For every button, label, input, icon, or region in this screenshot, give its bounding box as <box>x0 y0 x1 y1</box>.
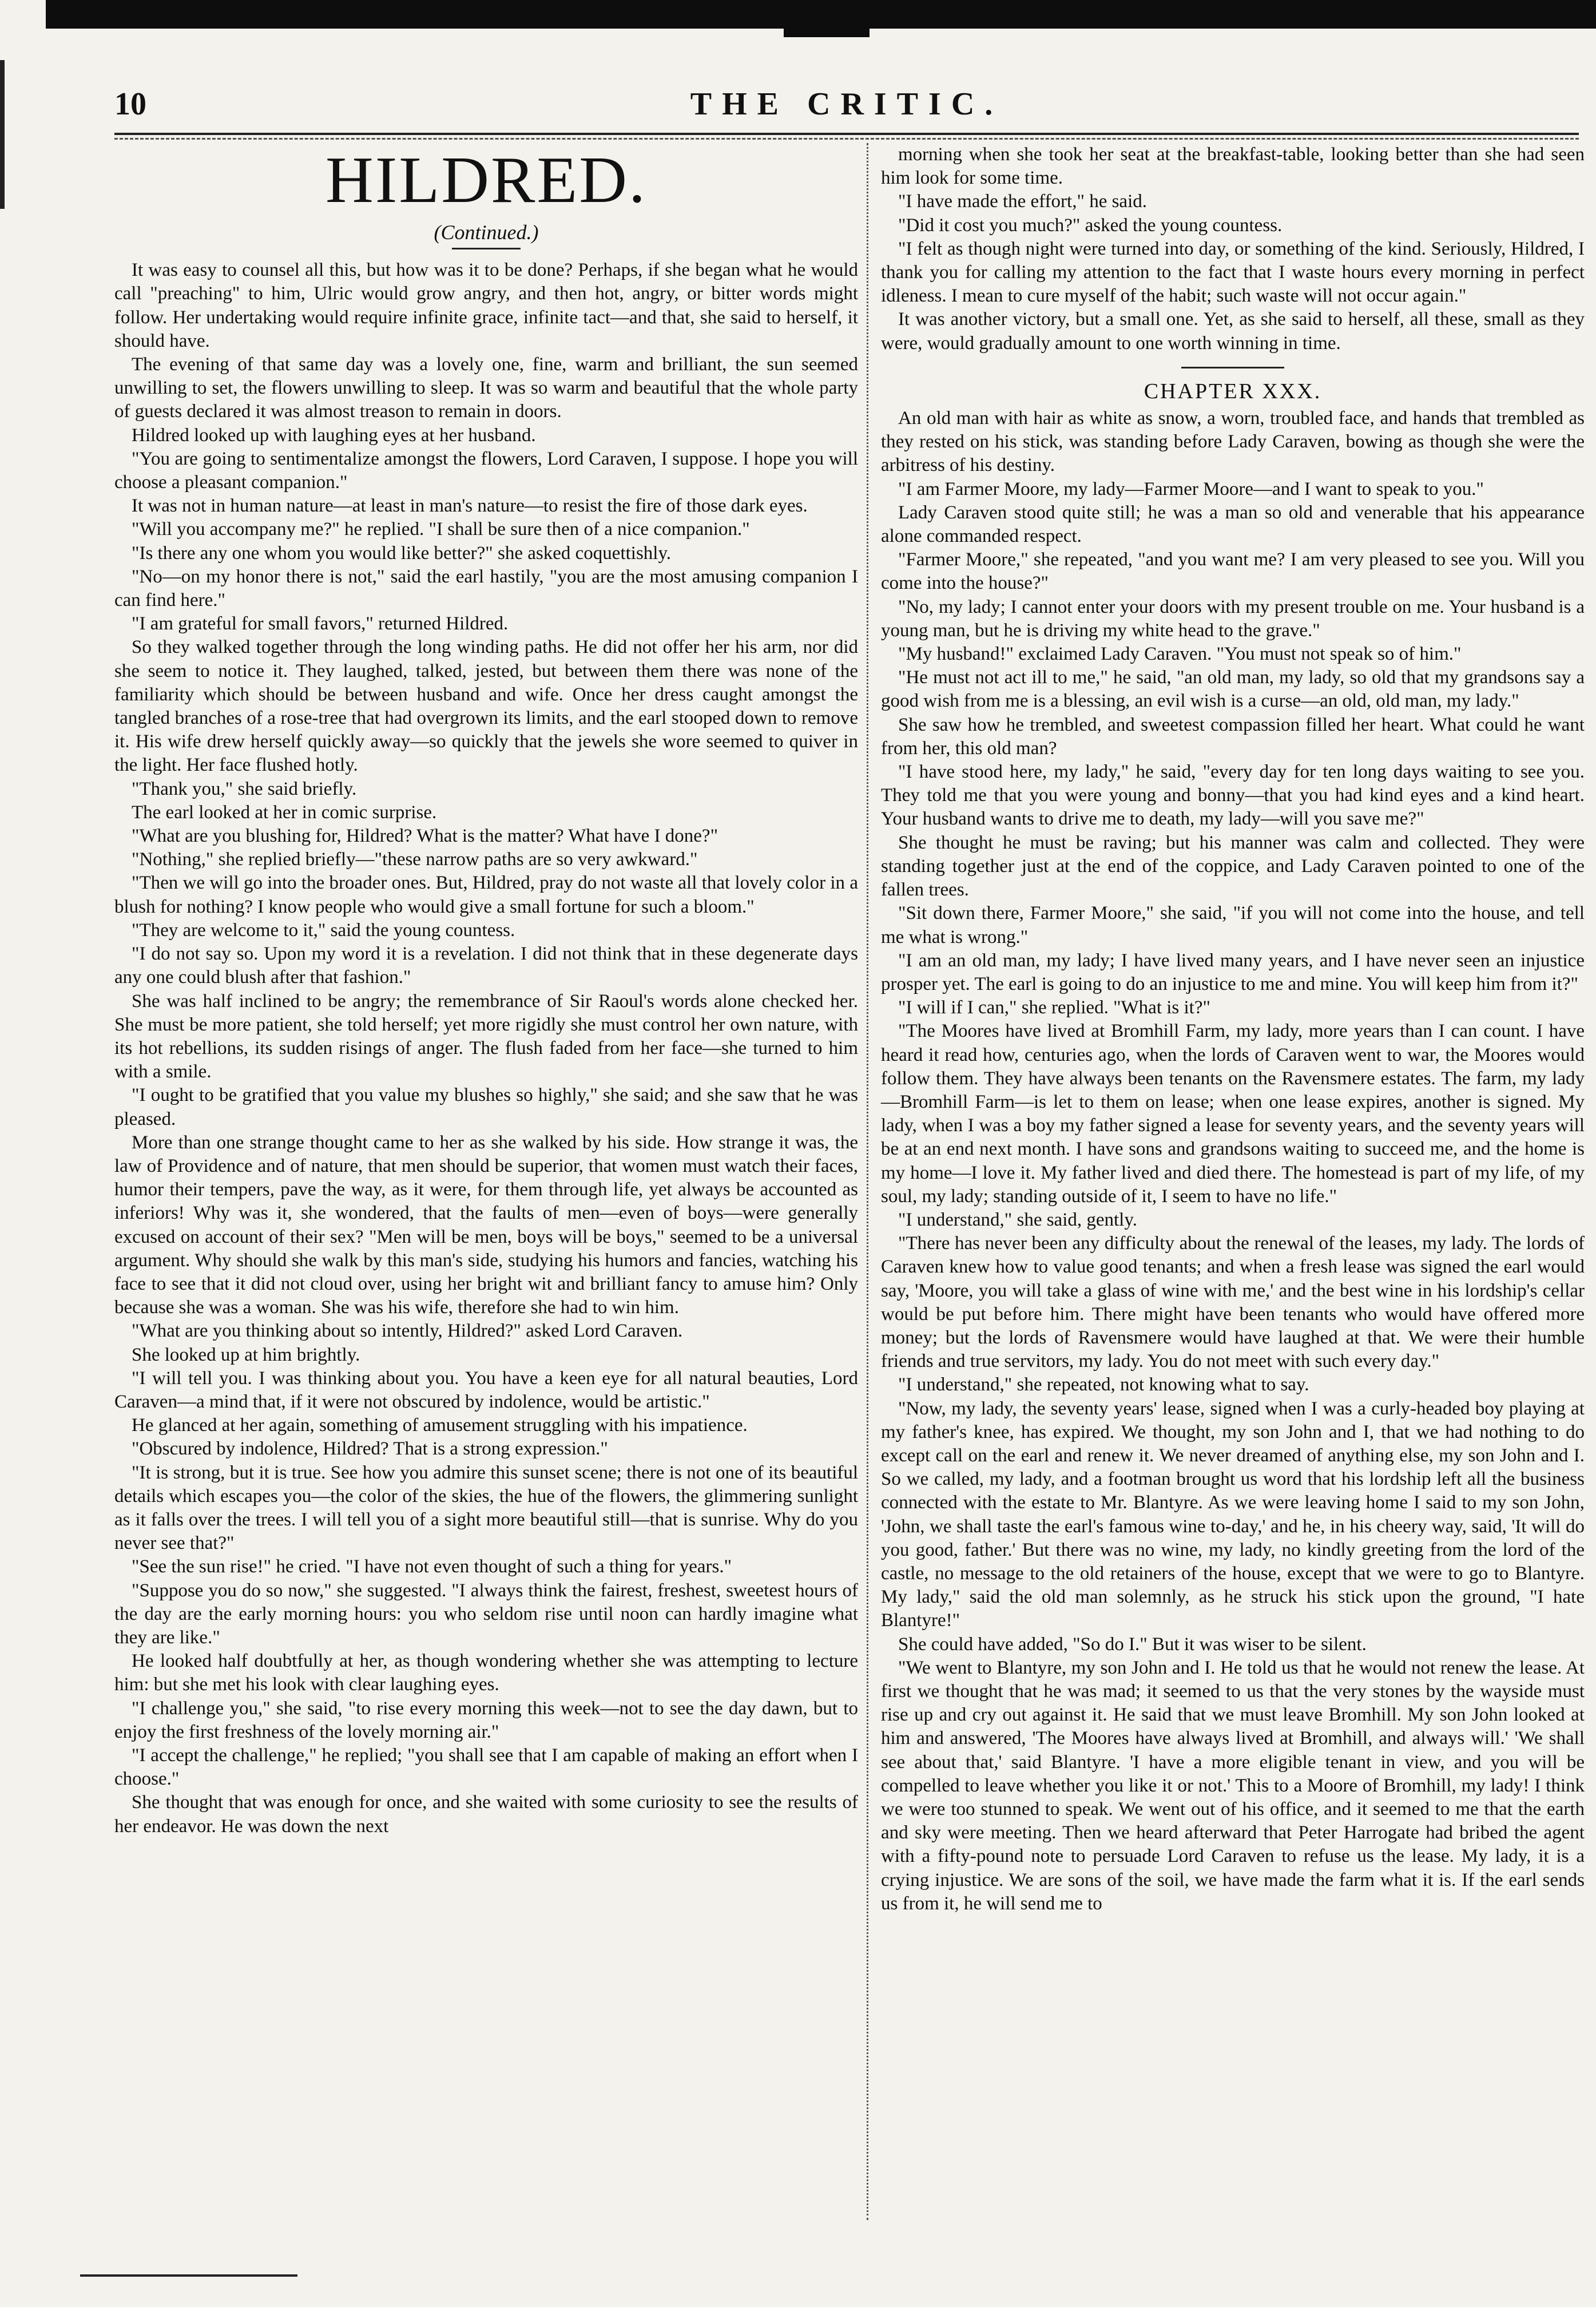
paragraph: More than one strange thought came to her as she walked by his side. How strange it was, the law of Providence and of nature, that men should be superior, that women must watch their faces, humor their tempers, pave the way, as it were, for them through life, yet always be accounted as inferiors! Why was it, she wondered, that the faults of men—even of boys—were generally excused on account of their sex? "Men will be men, boys will be boys," seemed to be a universal argument. Why should she walk by this man's side, studying his humors and fancies, watching his face to see that it did not cloud over, using her bright wit and brilliant fancy to amuse him? Only because she was a woman. She was his wife, therefore she had to win him. <box>114 1132 858 1318</box>
top-bar-notch <box>784 23 870 37</box>
paragraph: "I have stood here, my lady," he said, "every day for ten long days waiting to see you. They told me that you were young and bonny—that you had kind eyes and a kind heart. Your husband wants to drive me to death, my lady—will you save me?" <box>881 762 1585 830</box>
paragraph: "I felt as though night were turned into day, or something of the kind. Seriously, Hildred, I thank you for calling my attention to the fact that I waste hours every morning in perfect idleness. I mean to cure myself of the habit; such waste will not occur again." <box>881 238 1585 307</box>
paragraph: So they walked together through the long winding paths. He did not offer her his arm, nor did she seem to notice it. They laughed, talked, jested, but between them there was none of the familiarity which should be between husband and wife. Once her dress caught amongst the tangled branches of a rose-tree that had overgrown its limits, and the earl stooped down to remove it. His wife drew herself quickly away—so quickly that the jewels she wore seemed to quiver in the light. Her face flushed hotly. <box>114 637 858 776</box>
paragraph: "I am grateful for small favors," returned Hildred. <box>132 613 509 635</box>
page-number: 10 <box>114 86 146 122</box>
paragraph: "I am Farmer Moore, my lady—Farmer Moore—and I want to speak to you." <box>898 478 1484 500</box>
paragraph: She could have added, "So do I." But it was wiser to be silent. <box>898 1634 1367 1655</box>
top-black-bar <box>46 0 1596 29</box>
paragraph: "There has never been any difficulty about the renewal of the leases, my lady. The lords of Caraven knew how to value good tenants; and when a fresh lease was signed the earl would say, 'Moore, you will take a glass of wine with me,' and the best wine in his lordship's cellar would be put before him. There might have been tenants who would have offered more money; but the lords of Ravensmere would have laughed at that. We were their humble friends and true servitors, my lady. You do not meet with such every day." <box>881 1233 1585 1372</box>
paragraph: "It is strong, but it is true. See how you admire this sunset scene; there is not one of its beautiful details which escapes you—the color of the skies, the hue of the flowers, the glimmering sunlight as it falls over the trees. I will tell you of a sight more beautiful still—that is sunrise. Why do you never see that?" <box>114 1462 858 1554</box>
paragraph: "Now, my lady, the seventy years' lease, signed when I was a curly-headed boy playing at my father's knee, has expired. We thought, my son John and I, that we had nothing to do except call on the earl and renew it. We never dreamed of anything else, my son John and I. So we called, my lady, and a footman brought us word that his lordship left all the business connected with the estate to Mr. Blantyre. As we were leaving home I said to my son John, 'John, we shall taste the earl's famous wine to-day,' and he, in his cheery way, said, 'It will do you good, father.' But there was no wine, my lady, no kindly greeting from the lord of the castle, no message to the old retainers of the house, except that we were to go to Blantyre. My lady," said the old man solemnly, as he struck his stick upon the ground, "I hate Blantyre!" <box>881 1398 1585 1631</box>
right-paragraphs-part2 <box>881 407 1585 1916</box>
paragraph: She thought he must be raving; but his manner was calm and collected. They were standing together just at the end of the coppice, and Lady Caraven pointed to one of the fallen trees. <box>881 832 1585 901</box>
paragraph: The earl looked at her in comic surprise. <box>132 802 437 823</box>
paragraph: "What are you thinking about so intently, Hildred?" asked Lord Caraven. <box>132 1321 683 1342</box>
paragraph: "I will if I can," she replied. "What is it?" <box>898 997 1210 1018</box>
story-title: HILDRED. <box>325 144 648 217</box>
paragraph: "Farmer Moore," she repeated, "and you want me? I am very pleased to see you. Will you come into the house?" <box>881 549 1585 594</box>
paragraph: She saw how he trembled, and sweetest compassion filled her heart. What could he want from her, this old man? <box>881 714 1585 759</box>
paragraph: An old man with hair as white as snow, a worn, troubled face, and hands that trembled as they rested on his stick, was standing before Lady Caraven, bowing as though she were the arbitress of his destiny. <box>881 408 1585 476</box>
page-header <box>114 86 1579 132</box>
paragraph: "I do not say so. Upon my word it is a revelation. I did not think that in these degenerate days any one could blush after that fashion." <box>114 944 858 988</box>
paragraph: "I understand," she said, gently. <box>898 1209 1137 1230</box>
title-rule <box>452 248 521 249</box>
paragraph: Lady Caraven stood quite still; he was a man so old and venerable that his appearance alone commanded respect. <box>881 502 1585 547</box>
paragraph: "See the sun rise!" he cried. "I have not even thought of such a thing for years." <box>132 1556 732 1577</box>
continued-label: (Continued.) <box>434 221 539 244</box>
left-edge-mark <box>0 60 5 209</box>
paragraph: "Did it cost you much?" asked the young countess. <box>898 215 1283 236</box>
chapter-heading: CHAPTER XXX. <box>1144 379 1322 403</box>
left-column <box>114 143 858 1838</box>
paragraph: "I have made the effort," he said. <box>898 191 1147 212</box>
paragraph: The evening of that same day was a lovely one, fine, warm and brilliant, the sun seemed unwilling to set, the flowers unwilling to sleep. It was so warm and beautiful that the whole party of guests declared it was almost treason to remain in doors. <box>114 354 858 422</box>
paragraph: "I understand," she repeated, not knowing what to say. <box>898 1374 1309 1396</box>
paragraph: He looked half doubtfully at her, as though wondering whether she was attempting to lecture him: but she met his look with clear laughing eyes. <box>114 1651 858 1695</box>
paragraph: "No—on my honor there is not," said the earl hastily, "you are the most amusing companion I can find here." <box>114 566 858 611</box>
paragraph: "Thank you," she said briefly. <box>132 778 357 799</box>
masthead: THE CRITIC. <box>690 86 1003 122</box>
chapter-rule <box>1181 367 1284 368</box>
header-rule <box>114 133 1579 135</box>
paragraph: She was half inclined to be angry; the remembrance of Sir Raoul's words alone checked her. She must be more patient, she told herself; yet more rigidly she must control her own nature, with its hot rebellions, its sudden risings of anger. The flush faded from her face—she turned to him with a smile. <box>114 990 858 1083</box>
paragraph: "Is there any one whom you would like better?" she asked coquettishly. <box>132 542 672 564</box>
paragraph: "We went to Blantyre, my son John and I. He told us that he would not renew the lease. At first we thought that he was mad; it seemed to us that the very stones by the wayside must rise up and cry out against it. He said that we must leave Bromhill. My son John looked at him and answered, 'The Moores have always lived at Bromhill, and always will.' 'We shall see about that,' said Blantyre. 'I have a more eligible tenant in view, and you will be compelled to leave whether you like it or not.' This to a Moore of Bromhill, my lady! I think we were too stunned to speak. We went out of his office, and it seemed to me that the earth and sky were meeting. Then we heard afterward that Peter Harrogate had bribed the agent with a fifty-pound note to persuade Lord Caraven to refuse us the lease. My lady, it is a crying injustice. We are sons of the soil, we have made the farm what it is. If the earl sends us from it, he will send me to <box>881 1657 1585 1914</box>
paragraph: "I challenge you," she said, "to rise every morning this week—not to see the day dawn, but to enjoy the first freshness of the lovely morning air." <box>114 1698 858 1742</box>
paragraph: morning when she took her seat at the breakfast-table, looking better than she had seen him look for some time. <box>881 144 1585 189</box>
column-divider <box>867 143 868 2220</box>
paragraph: "I accept the challenge," he replied; "you shall see that I am capable of making an effort when I choose." <box>114 1745 858 1790</box>
paragraph: She thought that was enough for once, and she waited with some curiosity to see the results of her endeavor. He was down the next <box>114 1792 858 1837</box>
paragraph: He glanced at her again, something of amusement struggling with his impatience. <box>132 1415 748 1436</box>
paragraph: "Then we will go into the broader ones. But, Hildred, pray do not waste all that lovely color in a blush for nothing? I know people who would give a small fortune for such a bloom." <box>114 873 858 917</box>
paragraph: "They are welcome to it," said the young countess. <box>132 919 515 941</box>
right-column <box>881 143 1585 1916</box>
paragraph: "I will tell you. I was thinking about you. You have a keen eye for all natural beauties, Lord Caraven—a mind that, if it were not obscured by indolence, would be artistic." <box>114 1367 858 1412</box>
paragraph: "Obscured by indolence, Hildred? That is a strong expression." <box>132 1438 608 1460</box>
paragraph: Hildred looked up with laughing eyes at her husband. <box>132 425 536 446</box>
paragraph: It was not in human nature—at least in man's nature—to resist the fire of those dark eyes. <box>132 496 808 517</box>
left-paragraphs <box>114 259 858 1838</box>
paragraph: "My husband!" exclaimed Lady Caraven. "You must not speak so of him." <box>898 644 1462 665</box>
paragraph: "The Moores have lived at Bromhill Farm, my lady, more years than I can count. I have heard it read how, centuries ago, when the lords of Caraven went to war, the Moores would follow them. They have always been tenants on the Ravensmere estates. The farm, my lady—Bromhill Farm—is let to them on lease; when one lease expires, another is signed. My lady, when I was a boy my father signed a lease for seventy years, and the seventy years will be at an end next month. I have sons and grandsons waiting to succeed me, and the home is my home—I love it. My father lived and died there. The homestead is part of my life, of my soul, my lady; standing outside of it, I seem to have no life." <box>881 1021 1585 1207</box>
bottom-rule <box>80 2274 297 2277</box>
paragraph: "Nothing," she replied briefly—"these narrow paths are so very awkward." <box>132 849 698 870</box>
paragraph: "Suppose you do so now," she suggested. "I always think the fairest, freshest, sweetest hours of the day are the early morning hours: you who seldom rise until noon can hardly imagine what they are like." <box>114 1580 858 1648</box>
paragraph: "No, my lady; I cannot enter your doors with my present trouble on me. Your husband is a young man, but he is driving my white head to the grave." <box>881 596 1585 641</box>
paragraph: It was easy to counsel all this, but how was it to be done? Perhaps, if she began what he would call "preaching" to him, Ulric would grow angry, and then hot, angry, or bitter words might follow. Her undertaking would require infinite grace, infinite tact—and that, she said to herself, it should have. <box>114 260 858 351</box>
paragraph: It was another victory, but a small one. Yet, as she said to herself, all these, small as they were, would gradually amount to one worth winning in time. <box>881 309 1585 354</box>
paragraph: "You are going to sentimentalize amongst the flowers, Lord Caraven, I suppose. I hope you will choose a pleasant companion." <box>114 448 858 493</box>
paragraph: "What are you blushing for, Hildred? What is the matter? What have I done?" <box>132 826 718 847</box>
paragraph: "Will you accompany me?" he replied. "I shall be sure then of a nice companion." <box>132 519 750 540</box>
paragraph: "I ought to be gratified that you value my blushes so highly," she said; and she saw that he was pleased. <box>114 1085 858 1129</box>
header-rule-dashed <box>114 138 1579 140</box>
paragraph: "He must not act ill to me," he said, "an old man, my lady, so old that my grandsons say a good wish from me is a blessing, an evil wish is a curse—an old, old man, my lady." <box>881 667 1585 712</box>
paragraph: She looked up at him brightly. <box>132 1344 360 1365</box>
right-paragraphs-part1 <box>881 143 1585 355</box>
paragraph: "I am an old man, my lady; I have lived many years, and I have never seen an injustice prosper yet. The earl is going to do an injustice to me and mine. You will keep him from it?" <box>881 950 1585 994</box>
paragraph: "Sit down there, Farmer Moore," she said, "if you will not come into the house, and tell me what is wrong." <box>881 903 1585 948</box>
